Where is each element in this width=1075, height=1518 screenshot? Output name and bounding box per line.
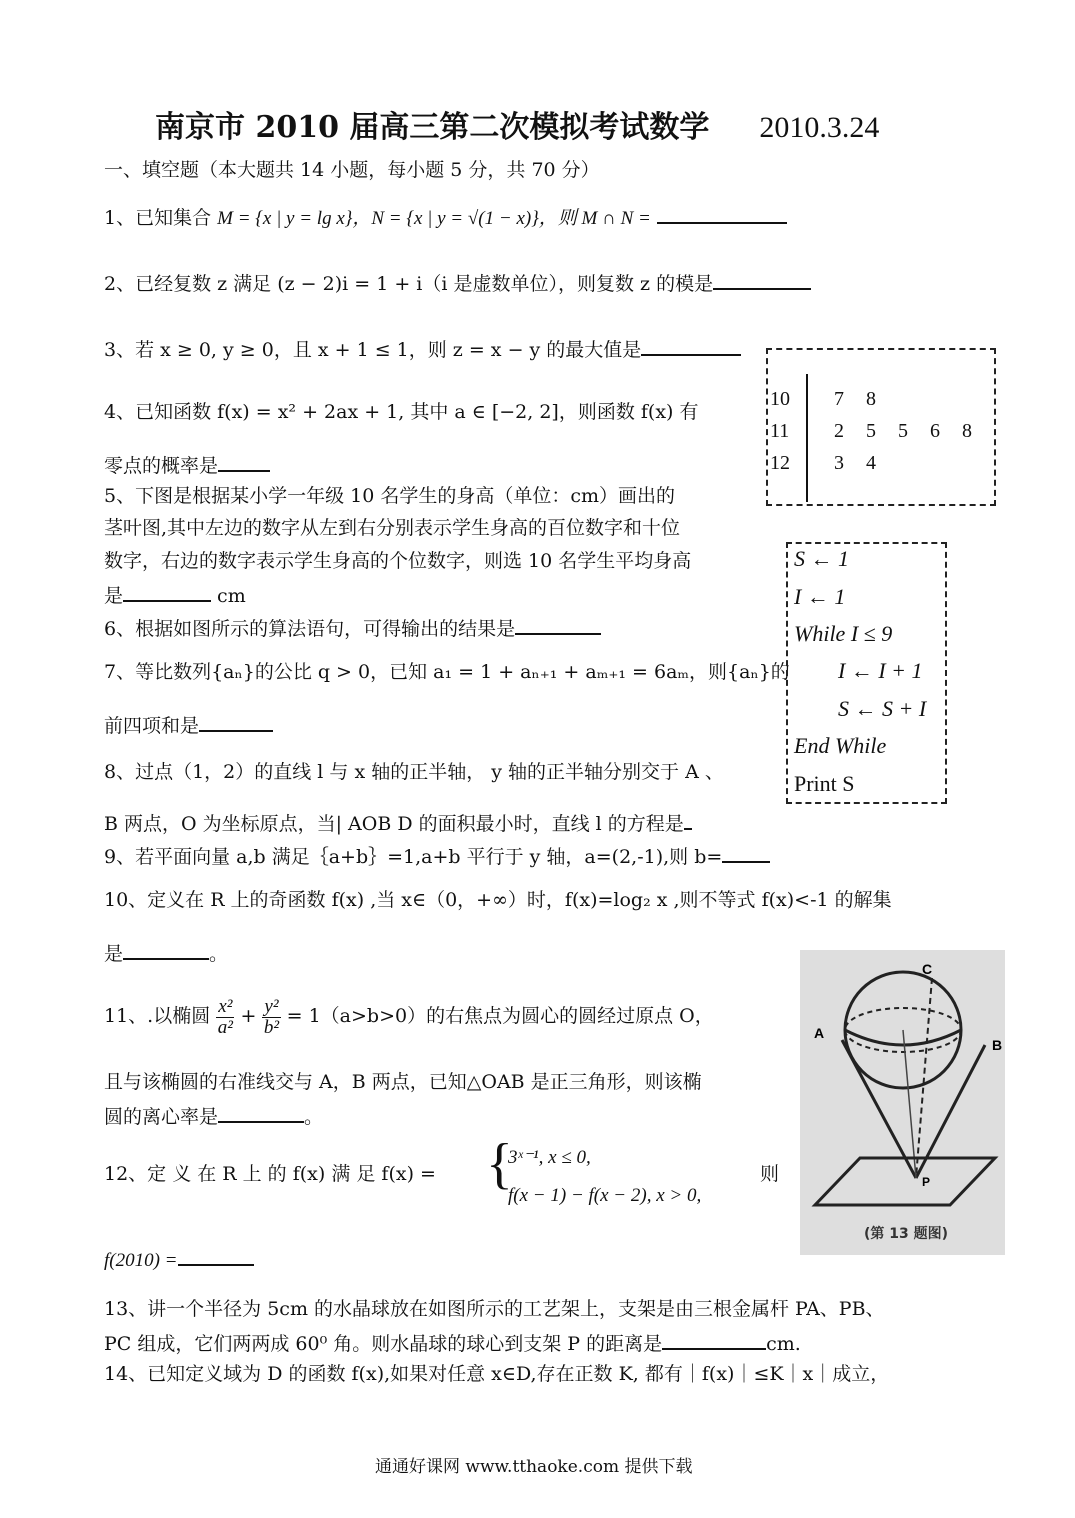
answer-blank-13 <box>662 1330 766 1350</box>
question-8-line-1: 8、过点（1，2）的直线 l 与 x 轴的正半轴， y 轴的正半轴分别交于 A 、 <box>104 761 724 783</box>
figure-caption: (第 13 题图) <box>864 1226 949 1242</box>
piecewise-case-2: f(x − 1) − f(x − 2), x > 0, <box>508 1185 702 1206</box>
answer-blank-12 <box>178 1246 254 1266</box>
answer-blank-10 <box>123 940 209 960</box>
question-12-line-2: f(2010) = <box>104 1246 254 1273</box>
page-title: 南京市 2010 届高三第二次模拟考试数学 2010.3.24 <box>155 110 880 145</box>
question-13-line-2: PC 组成，它们两两成 60⁰ 角。则水晶球的球心到支架 P 的距离是 cm. <box>104 1330 801 1356</box>
answer-blank-1 <box>657 204 787 224</box>
question-12-then: 则 <box>760 1163 780 1185</box>
algo-line-7: Print S <box>794 771 855 796</box>
leaf: 8 <box>962 420 972 442</box>
question-10-line-1: 10、定义在 R 上的奇函数 f(x) ,当 x∈（0，+∞）时，f(x)=log₂ x ,则不等式 f(x)<-1 的解集 <box>104 889 892 911</box>
question-3: 3、若 x ≥ 0, y ≥ 0，且 x + 1 ≤ 1，则 z = x − y 的最大值是 <box>104 336 741 362</box>
question-5-line-4: 是 cm <box>104 582 246 608</box>
label-b: B <box>992 1037 1003 1053</box>
leaf: 7 <box>834 388 844 410</box>
section-heading: 一、填空题（本大题共 14 小题，每小题 5 分，共 70 分） <box>104 159 600 181</box>
algo-line-1: S ← 1 <box>794 546 849 571</box>
stem-12: 12 <box>770 452 790 474</box>
answer-blank-9 <box>722 843 770 863</box>
leaf: 6 <box>930 420 940 442</box>
leaf: 5 <box>898 420 908 442</box>
fraction-x2-a2: $\frac{\text{x²}}{\text{a²}}$ <box>217 995 233 1038</box>
footer: 通通好课网 www.tthaoke.com 提供下载 <box>375 1457 693 1477</box>
question-4-line-2: 零点的概率是 <box>104 452 270 478</box>
question-4-line-1: 4、已知函数 f(x) = x² + 2ax + 1, 其中 a ∈ [−2, 2]，则函数 f(x) 有 <box>104 401 699 423</box>
question-5-line-2: 茎叶图,其中左边的数字从左到右分别表示学生身高的百位数字和十位 <box>104 517 681 539</box>
algo-line-4: I ← I + 1 <box>838 658 923 683</box>
leaf: 8 <box>866 388 876 410</box>
algo-line-6: End While <box>794 733 887 758</box>
answer-blank-11 <box>218 1103 304 1123</box>
question-2: 2、已经复数 z 满足 (z − 2)i = 1 + i（i 是虚数单位），则复数 z 的模是 <box>104 270 811 296</box>
piecewise-brace: { <box>486 1133 513 1195</box>
algo-line-2: I ← 1 <box>794 584 846 609</box>
stem-10: 10 <box>770 388 790 410</box>
algo-line-3: While I ≤ 9 <box>794 621 893 646</box>
question-14-line-1: 14、已知定义域为 D 的函数 f(x),如果对任意 x∈D,存在正数 K, 都有｜f(x)｜≤K｜x｜成立， <box>104 1363 890 1385</box>
question-11-line-1: 11、.以椭圆 $\frac{\text{x²}}{\text{a²}}$ + $\frac{\text{y²}}{\text{b²}}$ = 1（a>b>0）的右焦点为圆心的圆经过原点 O， <box>104 995 714 1038</box>
crystal-ball-figure <box>800 950 1005 1255</box>
leaf: 4 <box>866 452 876 474</box>
question-9: 9、若平面向量 a,b 满足｛a+b｝=1,a+b 平行于 y 轴，a=(2,-1),则 b= <box>104 843 770 869</box>
leaf: 3 <box>834 452 844 474</box>
question-12-line-1: 12、定 义 在 R 上 的 f(x) 满 足 f(x) = <box>104 1163 436 1185</box>
question-10-line-2: 是 。 <box>104 940 228 966</box>
question-5-line-3: 数字，右边的数字表示学生身高的个位数字，则选 10 名学生平均身高 <box>104 550 692 572</box>
question-5-line-1: 5、下图是根据某小学一年级 10 名学生的身高（单位：cm）画出的 <box>104 485 676 507</box>
label-p: P <box>922 1175 931 1189</box>
answer-blank-7 <box>199 712 273 732</box>
piecewise-case-1: 3ˣ⁻¹, x ≤ 0, <box>508 1147 591 1168</box>
question-11-line-3: 圆的离心率是 。 <box>104 1103 323 1129</box>
answer-blank-2 <box>713 270 811 290</box>
leaf: 5 <box>866 420 876 442</box>
fraction-y2-b2: $\frac{\text{y²}}{\text{b²}}$ <box>263 995 280 1038</box>
algo-line-5: S ← S + I <box>838 696 927 721</box>
answer-blank-5 <box>123 582 211 602</box>
question-7-line-2: 前四项和是 <box>104 712 273 738</box>
exam-date: 2010.3.24 <box>759 111 880 144</box>
answer-blank-6 <box>515 615 601 635</box>
question-1: 1、已知集合 M = {x | y = lg x}，N = {x | y = √(1 − x)}，则 M ∩ N = <box>104 204 787 231</box>
answer-blank-4 <box>218 452 270 472</box>
question-13-line-1: 13、讲一个半径为 5cm 的水晶球放在如图所示的工艺架上，支架是由三根金属杆 PA、PB、 <box>104 1298 885 1320</box>
question-7-line-1: 7、等比数列{aₙ}的公比 q > 0，已知 a₁ = 1 + aₙ₊₁ + aₘ₊₁ = 6aₘ，则{aₙ}的 <box>104 661 790 683</box>
question-8-line-2: B 两点，O 为坐标原点，当| AOB D 的面积最小时，直线 l 的方程是 <box>104 810 692 836</box>
label-c: C <box>922 961 933 977</box>
stem-11: 11 <box>770 420 790 442</box>
label-a: A <box>814 1025 825 1041</box>
crystal-ball-diagram <box>800 950 1005 1255</box>
question-6: 6、根据如图所示的算法语句，可得输出的结果是 <box>104 615 601 641</box>
answer-blank-8 <box>684 810 692 830</box>
leaf: 2 <box>834 420 844 442</box>
stem-divider <box>806 374 808 502</box>
question-11-line-2: 且与该椭圆的右准线交与 A，B 两点，已知△OAB 是正三角形，则该椭 <box>104 1071 702 1093</box>
answer-blank-3 <box>641 336 741 356</box>
